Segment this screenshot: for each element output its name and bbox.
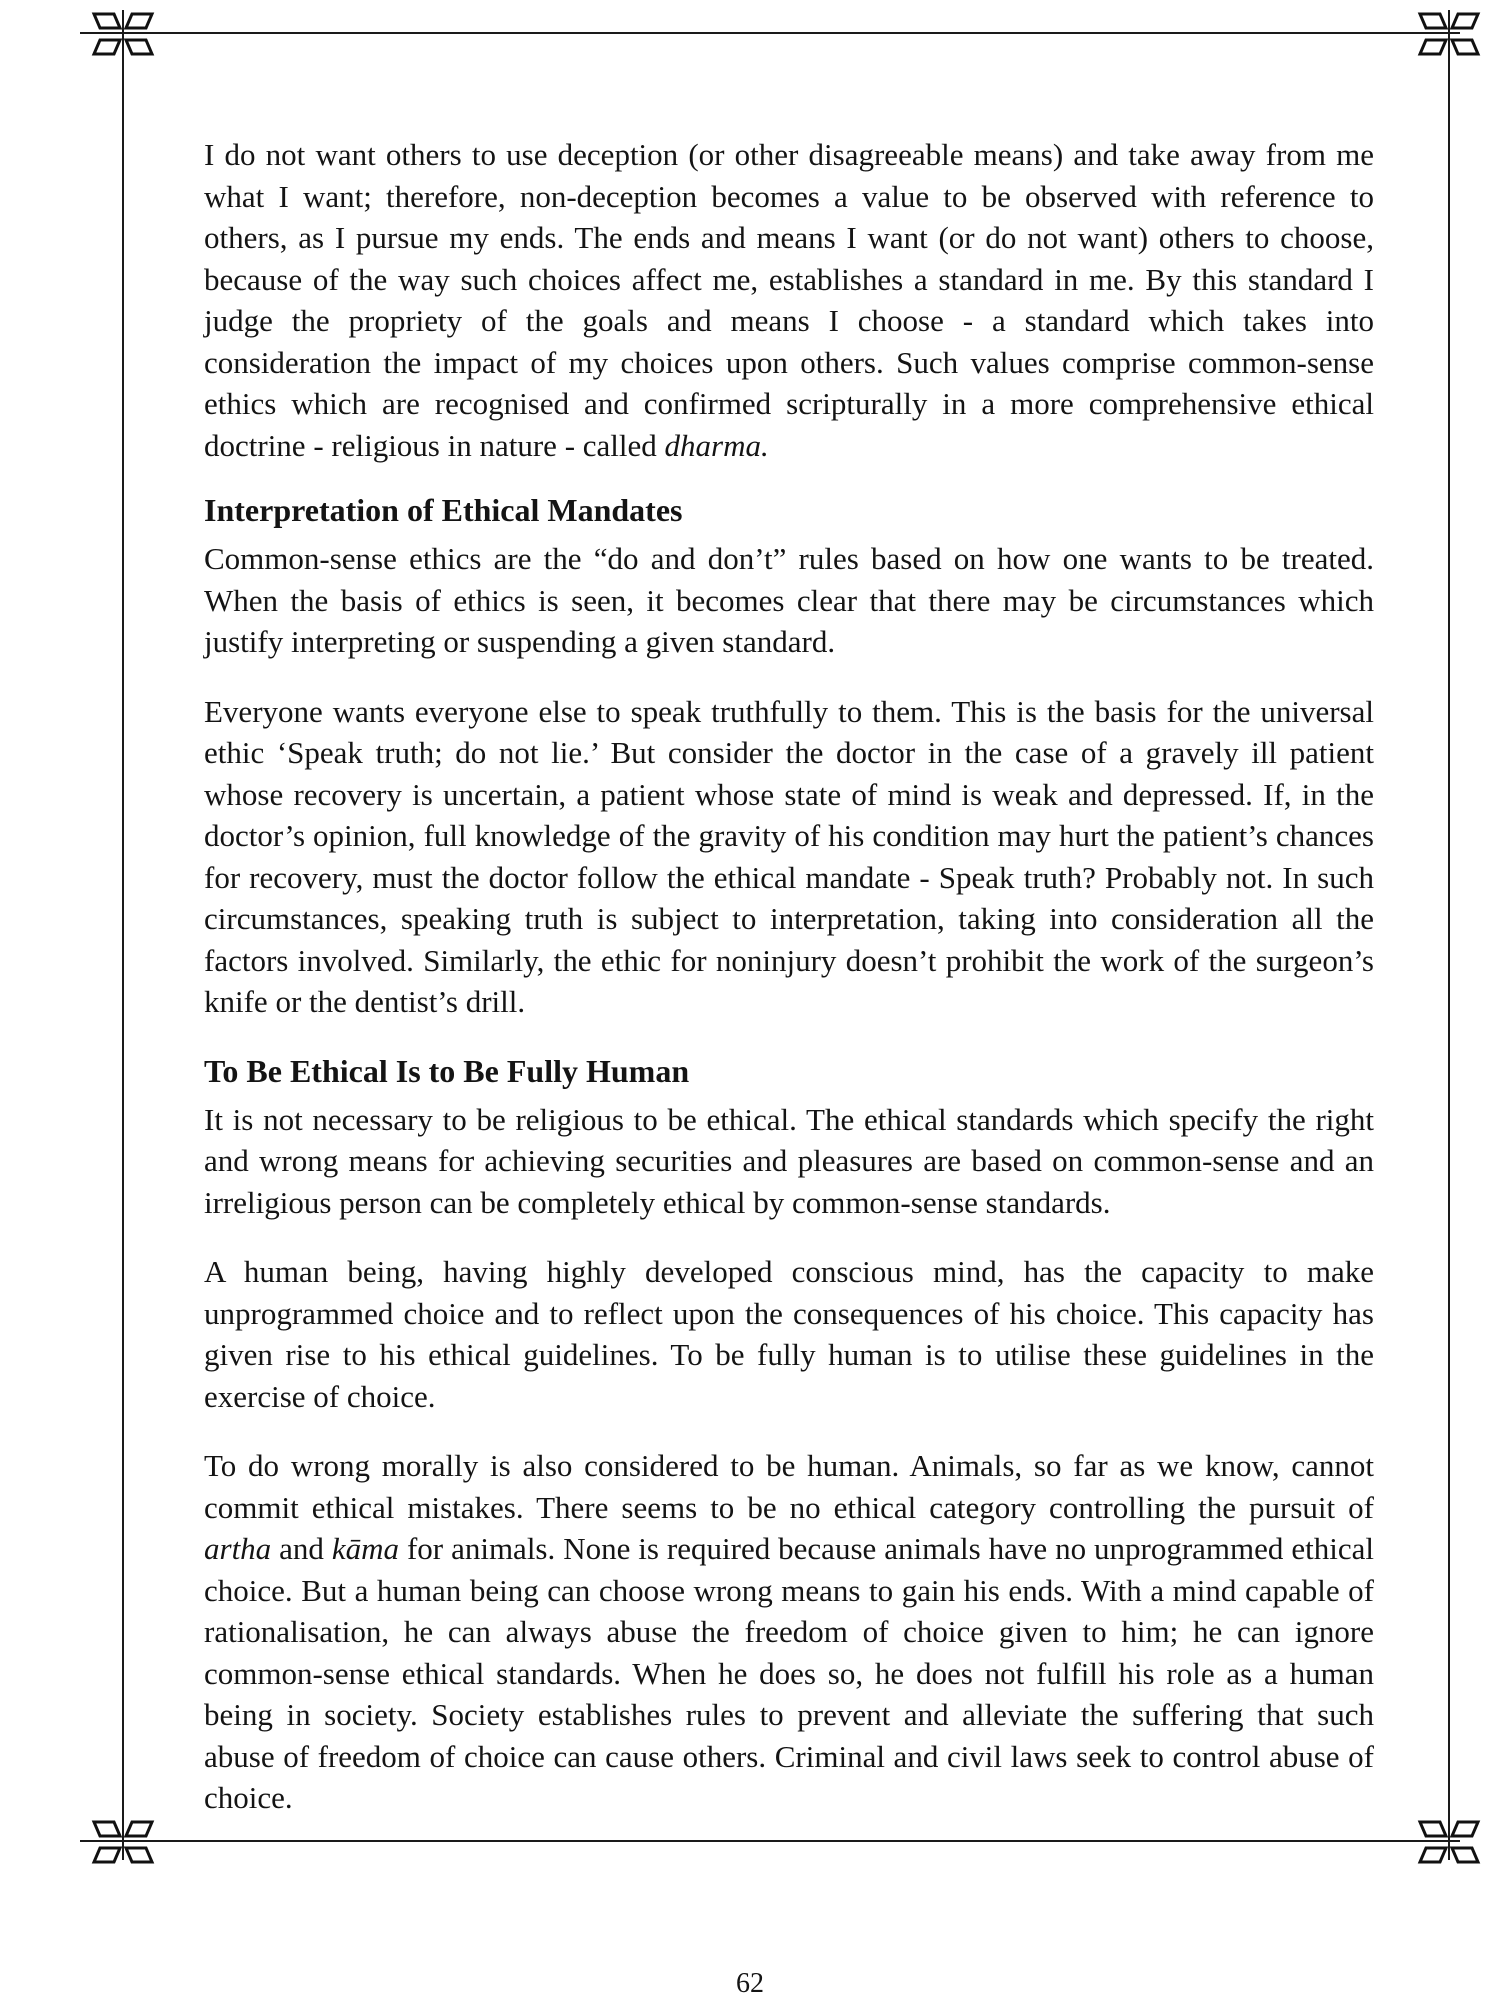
italic-term-kama: kāma [331,1531,400,1566]
paragraph-common-sense-ethics [204,538,1374,663]
text-segment: Common-sense ethics are the “do and don’t” rules based on how one wants to be treated. When the basis of ethics is seen, it becomes clear that there may be circumstances which justify interpreting or suspending a given standard. [204,541,1374,659]
frame-corner-ornament-bottom-right [1414,1812,1484,1872]
frame-corner-ornament-bottom-left [88,1812,158,1872]
paragraph-nondeception [204,134,1374,466]
section-heading-interpretation: Interpretation of Ethical Mandates [204,492,683,528]
frame-corner-ornament-top-right [1414,4,1484,64]
diamond-ornament-icon [88,1812,158,1872]
italic-term-artha: artha [204,1531,272,1566]
paragraph-speak-truth [204,691,1374,1023]
text-segment: Everyone wants everyone else to speak truthfully to them. This is the basis for the universal ethic ‘Speak truth; do not lie.’ But consider the doctor in the case of a gravely ill patient whose recovery is uncertain, a patient whose state of mind is weak and depressed. If, in the doctor’s opinion, full knowledge of the gravity of his condition may hurt the patient’s chances for recovery, must the doctor follow the ethical mandate - Speak truth? Probably not. In such circumstances, speaking truth is subject to interpretation, taking into consideration all the factors involved. Similarly, the ethic for noninjury doesn’t prohibit the work of the surgeon’s knife or the dentist’s drill. [204,693,1374,1019]
paragraph-human-capacity [204,1251,1374,1417]
frame-top-rule [80,32,1460,34]
diamond-ornament-icon [1414,1812,1484,1872]
diamond-ornament-icon [1414,4,1484,64]
text-segment: It is not necessary to be religious to be ethical. The ethical standards which specify the right and wrong means for achieving securities and pleasures are based on common-sense and an irreligious person can be completely ethical by common-sense standards. [204,1101,1374,1220]
text-segment: I do not want others to use deception (or other disagreeable means) and take away from me what I want; therefore, non-deception becomes a value to be observed with reference to others, as I pursue my ends. The ends and means I want (or do not want) others to choose, because of the way such choices affect me, establishes a standard in me. By this standard I judge the propriety of the goals and means I choose - a standard which takes into consideration the impact of my choices upon others. Such values comprise common-sense ethics which are recognised and confirmed scripturally in a more comprehensive ethical doctrine - religious in nature - called [204,137,1374,463]
section-heading-fully-human: To Be Ethical Is to Be Fully Human [204,1052,690,1089]
text-segment: A human being, having highly developed conscious mind, has the capacity to make unprogrammed choice and to reflect upon the consequences of his choice. This capacity has given rise to his ethical guidelines. To be fully human is to utilise these guidelines in the exercise of choice. [204,1254,1374,1414]
text-segment: for animals. None is required because animals have no unprogrammed ethical choice. But a human being can choose wrong means to gain his ends. With a mind capable of rationalisation, he can always abuse the freedom of choice given to him; he can ignore common-sense ethical standards. When he does so, he does not fulfill his role as a human being in society. Society establishes rules to prevent and alleviate the suffering that such abuse of freedom of choice can cause others. Criminal and civil laws seek to control abuse of choice. [204,1531,1374,1815]
text-segment: and [271,1531,332,1566]
frame-right-rule [1448,10,1450,1860]
italic-term-dharma: dharma. [664,427,769,463]
page-number: 62 [736,1968,764,1999]
frame-corner-ornament-top-left [88,4,158,64]
frame-left-rule [122,10,124,1860]
page-body [204,134,1374,1847]
text-segment: To do wrong morally is also considered to be human. Animals, so far as we know, cannot commit ethical mistakes. There seems to be no ethical category controlling the pursuit of [204,1448,1374,1525]
paragraph-not-necessary-religious [204,1099,1374,1224]
paragraph-do-wrong [204,1445,1374,1819]
diamond-ornament-icon [88,4,158,64]
